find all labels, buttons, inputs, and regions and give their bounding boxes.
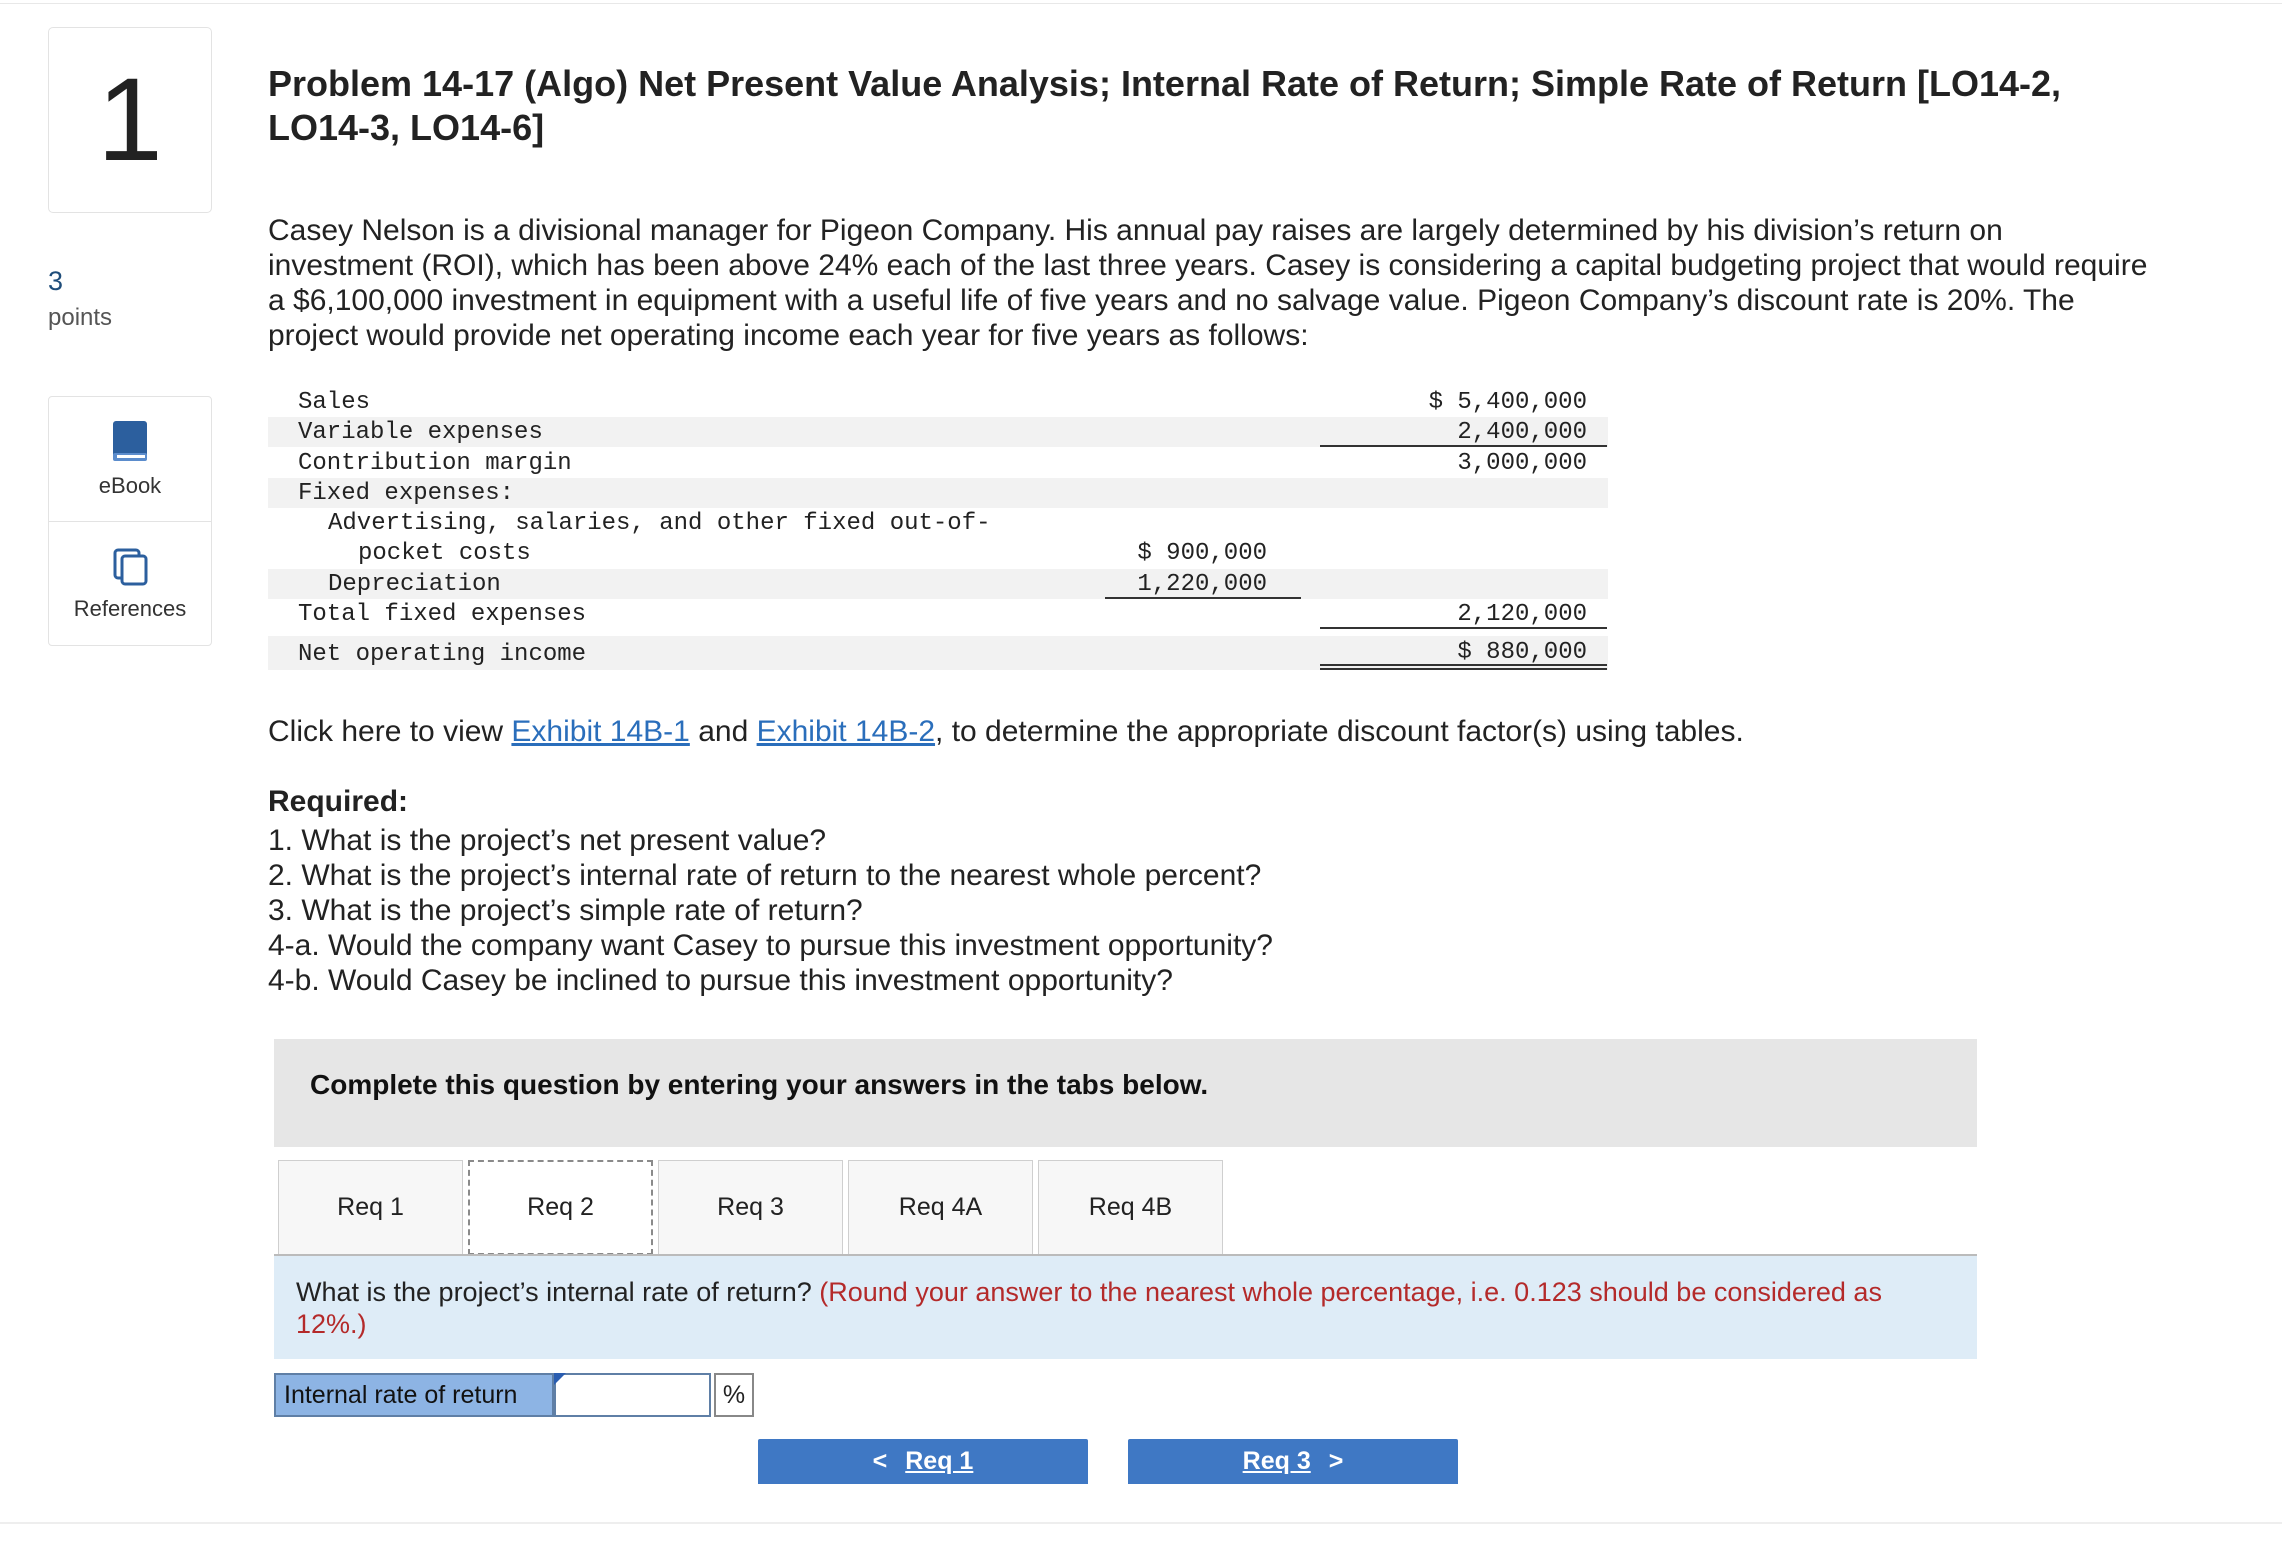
- statement-row-fixed-header: [268, 478, 1608, 508]
- next-req-label: Req 3: [1242, 1447, 1311, 1475]
- total-fixed-value: 2,120,000: [1457, 601, 1587, 628]
- next-req-button[interactable]: [1128, 1439, 1458, 1484]
- required-item: 4-b. Would Casey be inclined to pursue this investment opportunity?: [268, 964, 1173, 997]
- depreciation-value: 1,220,000: [1137, 571, 1267, 598]
- points-value: 3: [48, 266, 64, 296]
- statement-row-variable: [268, 417, 1608, 447]
- required-item: 2. What is the project’s internal rate of return to the nearest whole percent?: [268, 859, 1262, 892]
- exhibit-instructions: [268, 715, 1744, 749]
- tab-question-box: [274, 1256, 1977, 1359]
- contribution-value: 3,000,000: [1457, 450, 1587, 477]
- references-button[interactable]: [49, 521, 211, 645]
- complete-banner: [274, 1039, 1977, 1147]
- total-fixed-label: Total fixed expenses: [298, 601, 587, 628]
- problem-title: Problem 14-17 (Algo) Net Present Value Analysis; Internal Rate of Return; Simple Rate of Return [LO14-2, LO14-3, LO14-6]: [268, 63, 2062, 148]
- contribution-label: Contribution margin: [298, 450, 572, 477]
- fixed-expenses-label: Fixed expenses:: [298, 480, 515, 507]
- bottom-divider: [0, 1522, 2282, 1524]
- tab-question: [296, 1276, 1946, 1340]
- complete-banner-text: Complete this question by entering your answers in the tabs below.: [310, 1069, 1209, 1100]
- irr-label: Internal rate of return: [274, 1373, 554, 1417]
- question-number: 1: [48, 27, 212, 213]
- points-label: points: [48, 304, 113, 331]
- chevron-right-icon: >: [1328, 1447, 1344, 1475]
- noi-value: $ 880,000: [1457, 639, 1587, 666]
- sales-value: $ 5,400,000: [1428, 389, 1587, 416]
- exhibit-14b-2-link[interactable]: Exhibit 14B-2: [756, 715, 936, 748]
- required-list: [268, 823, 1273, 998]
- tab-req-2[interactable]: Req 2: [468, 1160, 653, 1255]
- tab-req-4a[interactable]: Req 4A: [848, 1160, 1033, 1255]
- tab-question-instruction: (Round your answer to the nearest whole percentage, i.e. 0.123 should be considered as 12%.): [296, 1277, 1882, 1339]
- resource-sidebar: [48, 396, 212, 646]
- input-flag-marker: [554, 1373, 566, 1385]
- sales-label: Sales: [298, 389, 371, 416]
- tab-question-text: What is the project’s internal rate of return?: [296, 1277, 820, 1307]
- top-divider: [0, 0, 2282, 4]
- advertising-label-line1: Advertising, salaries, and other fixed out-of-: [328, 510, 991, 537]
- exhibit-middle: and: [689, 715, 757, 748]
- statement-row-sales: [268, 387, 1608, 417]
- tab-req-4b[interactable]: Req 4B: [1038, 1160, 1223, 1255]
- statement-row-contribution: [268, 448, 1608, 478]
- exhibit-prefix: Click here to view: [268, 715, 512, 748]
- tab-req-1[interactable]: Req 1: [278, 1160, 463, 1255]
- exhibit-suffix: , to determine the appropriate discount factor(s) using tables.: [935, 715, 1744, 748]
- required-item: 1. What is the project’s net present value?: [268, 824, 827, 857]
- prev-req-button[interactable]: [758, 1439, 1088, 1484]
- noi-label: Net operating income: [298, 641, 587, 668]
- chevron-left-icon: <: [872, 1447, 888, 1475]
- advertising-label-line2: pocket costs: [358, 540, 531, 567]
- statement-row-depreciation: [268, 569, 1608, 599]
- variable-value: 2,400,000: [1457, 419, 1587, 446]
- irr-input[interactable]: [554, 1373, 711, 1417]
- ebook-label: eBook: [98, 473, 162, 498]
- tab-req-3[interactable]: Req 3: [658, 1160, 843, 1255]
- required-item: 4-a. Would the company want Casey to pursue this investment opportunity?: [268, 929, 1273, 962]
- depreciation-label: Depreciation: [328, 571, 501, 598]
- statement-row-total-fixed: [268, 599, 1608, 629]
- income-statement: [268, 387, 1608, 683]
- exhibit-14b-1-link[interactable]: Exhibit 14B-1: [511, 715, 690, 748]
- copy-pages-icon: [111, 546, 149, 586]
- statement-row-advertising-2: [268, 538, 1608, 568]
- references-label: References: [73, 595, 187, 621]
- statement-row-advertising-1: [268, 508, 1608, 538]
- book-icon: [111, 419, 149, 463]
- statement-row-noi: [268, 636, 1608, 670]
- required-item: 3. What is the project’s simple rate of return?: [268, 894, 863, 927]
- ebook-button[interactable]: [49, 397, 211, 521]
- variable-label: Variable expenses: [298, 419, 543, 446]
- problem-intro: Casey Nelson is a divisional manager for Pigeon Company. His annual pay raises are largely determined by his division’s return on investment (ROI), which has been above 24% each of the last three years. Casey is considering a capital budgeting project that would require a $6,100,000 investment in equipment with a useful life of five years and no salvage value. Pigeon Company’s discount rate is 20%. The project would provide net operating income each year for five years as follows:: [268, 214, 2148, 352]
- required-heading: Required:: [268, 785, 409, 818]
- percent-unit: %: [714, 1373, 754, 1417]
- advertising-value: $ 900,000: [1137, 540, 1267, 567]
- prev-req-label: Req 1: [905, 1447, 974, 1475]
